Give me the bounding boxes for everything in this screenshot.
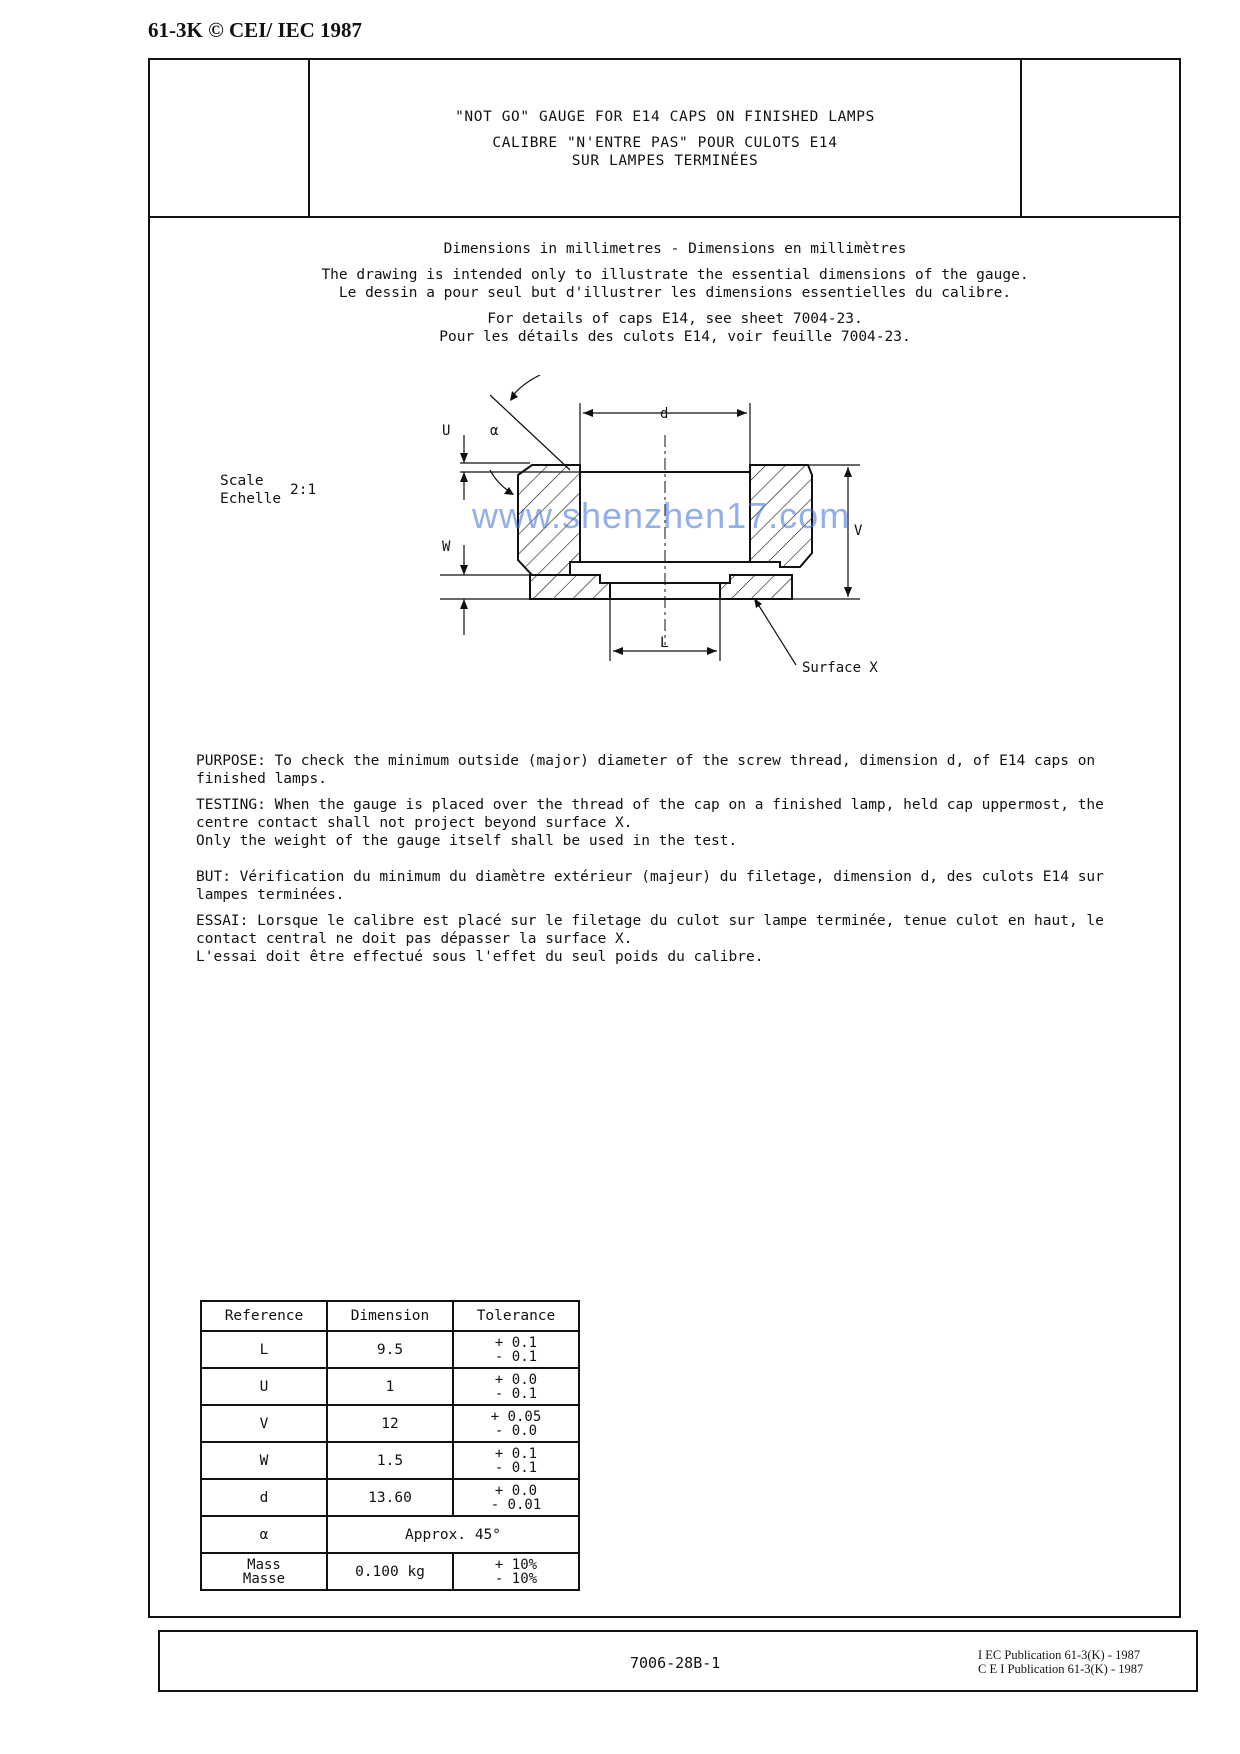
- drawing-note-en: The drawing is intended only to illustrate the essential dimensions of the gauge.: [321, 267, 1029, 283]
- scale-label-en: Scale: [220, 473, 264, 489]
- tol-cell: [453, 1331, 579, 1368]
- tol-cell: [453, 1368, 579, 1405]
- scale-label-fr: Echelle: [220, 491, 282, 507]
- dim-cell: 1.5: [327, 1442, 453, 1479]
- tol-plus: + 0.0: [494, 1482, 538, 1499]
- header-reference: Reference: [201, 1301, 327, 1331]
- table-row-alpha: [201, 1516, 579, 1553]
- details-note-en: For details of caps E14, see sheet 7004-23.: [487, 311, 863, 327]
- title-line-2: CALIBRE "N'ENTRE PAS" POUR CULOTS E14: [492, 135, 838, 151]
- tol-cell: [453, 1553, 579, 1590]
- sheet-number: 7006-28B-1: [630, 1654, 721, 1672]
- title-line-3: SUR LAMPES TERMINÉES: [571, 153, 759, 169]
- tol-plus: + 10%: [494, 1556, 538, 1573]
- tol-cell: [453, 1479, 579, 1516]
- table-row-mass: [201, 1553, 579, 1590]
- ref-cell: W: [201, 1442, 327, 1479]
- publication-header: 61-3K © CEI/ IEC 1987: [148, 18, 363, 42]
- title-right-divider: [1020, 58, 1022, 218]
- table-header-row: [201, 1301, 579, 1331]
- tol-plus: + 0.05: [490, 1408, 542, 1425]
- drawing-note-fr: Le dessin a pour seul but d'illustrer les dimensions essentielles du calibre.: [338, 285, 1012, 301]
- watermark: www.shenzhen17.com: [472, 495, 851, 536]
- dim-cell: 1: [327, 1368, 453, 1405]
- dim-cell: 0.100 kg: [327, 1553, 453, 1590]
- publication-footer: [978, 1648, 1143, 1676]
- title-left-cell: [148, 58, 310, 218]
- dim-cell: 9.5: [327, 1331, 453, 1368]
- tol-minus: - 10%: [494, 1570, 538, 1587]
- footer-bottom-rule: [158, 1690, 1198, 1692]
- ref-cell: V: [201, 1405, 327, 1442]
- alpha-value-cell: Approx. 45°: [327, 1516, 579, 1553]
- tol-plus: + 0.1: [494, 1445, 538, 1462]
- dimensions-table: [200, 1300, 580, 1591]
- scale-ratio: 2:1: [290, 482, 317, 498]
- footer-top-rule: [158, 1630, 1198, 1632]
- testing-text-2: Only the weight of the gauge itself shall be used in the test.: [196, 833, 738, 849]
- publication-footer-en: I EC Publication 61-3(K) - 1987: [978, 1648, 1141, 1662]
- but-text: BUT: Vérification du minimum du diamètre extérieur (majeur) du filetage, dimension d, des culots E14 sur lampes terminées.: [196, 869, 1104, 903]
- ref-cell: α: [201, 1516, 327, 1553]
- essai-text-2: L'essai doit être effectué sous l'effet du seul poids du calibre.: [196, 949, 764, 965]
- tol-minus: - 0.1: [494, 1459, 538, 1476]
- title-line-1: "NOT GO" GAUGE FOR E14 CAPS ON FINISHED LAMPS: [455, 109, 875, 125]
- label-l: L: [660, 635, 669, 651]
- scale-label: [220, 472, 281, 508]
- tol-cell: [453, 1442, 579, 1479]
- tol-minus: - 0.1: [494, 1348, 538, 1365]
- dim-cell: 13.60: [327, 1479, 453, 1516]
- table-row: [201, 1368, 579, 1405]
- tol-minus: - 0.0: [494, 1422, 538, 1439]
- dim-cell: 12: [327, 1405, 453, 1442]
- tol-minus: - 0.01: [490, 1496, 542, 1513]
- label-u: U: [442, 423, 451, 439]
- dimensions-note: Dimensions in millimetres - Dimensions en millimètres: [443, 241, 907, 257]
- footer-right-rule: [1196, 1630, 1198, 1692]
- ref-cell: [201, 1553, 327, 1590]
- label-v: V: [854, 523, 863, 539]
- table-row: [201, 1405, 579, 1442]
- publication-footer-fr: C E I Publication 61-3(K) - 1987: [978, 1662, 1144, 1676]
- table-row: [201, 1479, 579, 1516]
- mass-label-fr: Masse: [242, 1570, 286, 1587]
- tol-plus: + 0.1: [494, 1334, 538, 1351]
- sheet-title: [320, 108, 1010, 170]
- purpose-text: PURPOSE: To check the minimum outside (major) diameter of the screw thread, dimension d, of E14 caps on finished lamps.: [196, 753, 1096, 787]
- essai-text: ESSAI: Lorsque le calibre est placé sur le filetage du culot sur lampe terminée, tenue culot en haut, le contact central ne doit pas dépasser la surface X.: [196, 913, 1104, 947]
- footer-left-rule: [158, 1630, 160, 1692]
- testing-text: TESTING: When the gauge is placed over the thread of the cap on a finished lamp, held cap uppermost, the centre contact shall not project beyond surface X.: [196, 797, 1104, 831]
- table-row: [201, 1442, 579, 1479]
- ref-cell: U: [201, 1368, 327, 1405]
- label-w: W: [442, 539, 451, 555]
- base-ring-right: [720, 575, 792, 599]
- label-alpha: α: [490, 423, 499, 439]
- ref-cell: d: [201, 1479, 327, 1516]
- tol-plus: + 0.0: [494, 1371, 538, 1388]
- label-surface-x: Surface X: [802, 660, 878, 676]
- mass-label-en: Mass: [247, 1556, 281, 1573]
- base-ring-left: [530, 575, 610, 599]
- tol-minus: - 0.1: [494, 1385, 538, 1402]
- label-d: d: [660, 406, 669, 422]
- ref-cell: L: [201, 1331, 327, 1368]
- details-note-fr: Pour les détails des culots E14, voir feuille 7004-23.: [439, 329, 911, 345]
- table-row: [201, 1331, 579, 1368]
- header-tolerance: Tolerance: [453, 1301, 579, 1331]
- tol-cell: [453, 1405, 579, 1442]
- header-dimension: Dimension: [327, 1301, 453, 1331]
